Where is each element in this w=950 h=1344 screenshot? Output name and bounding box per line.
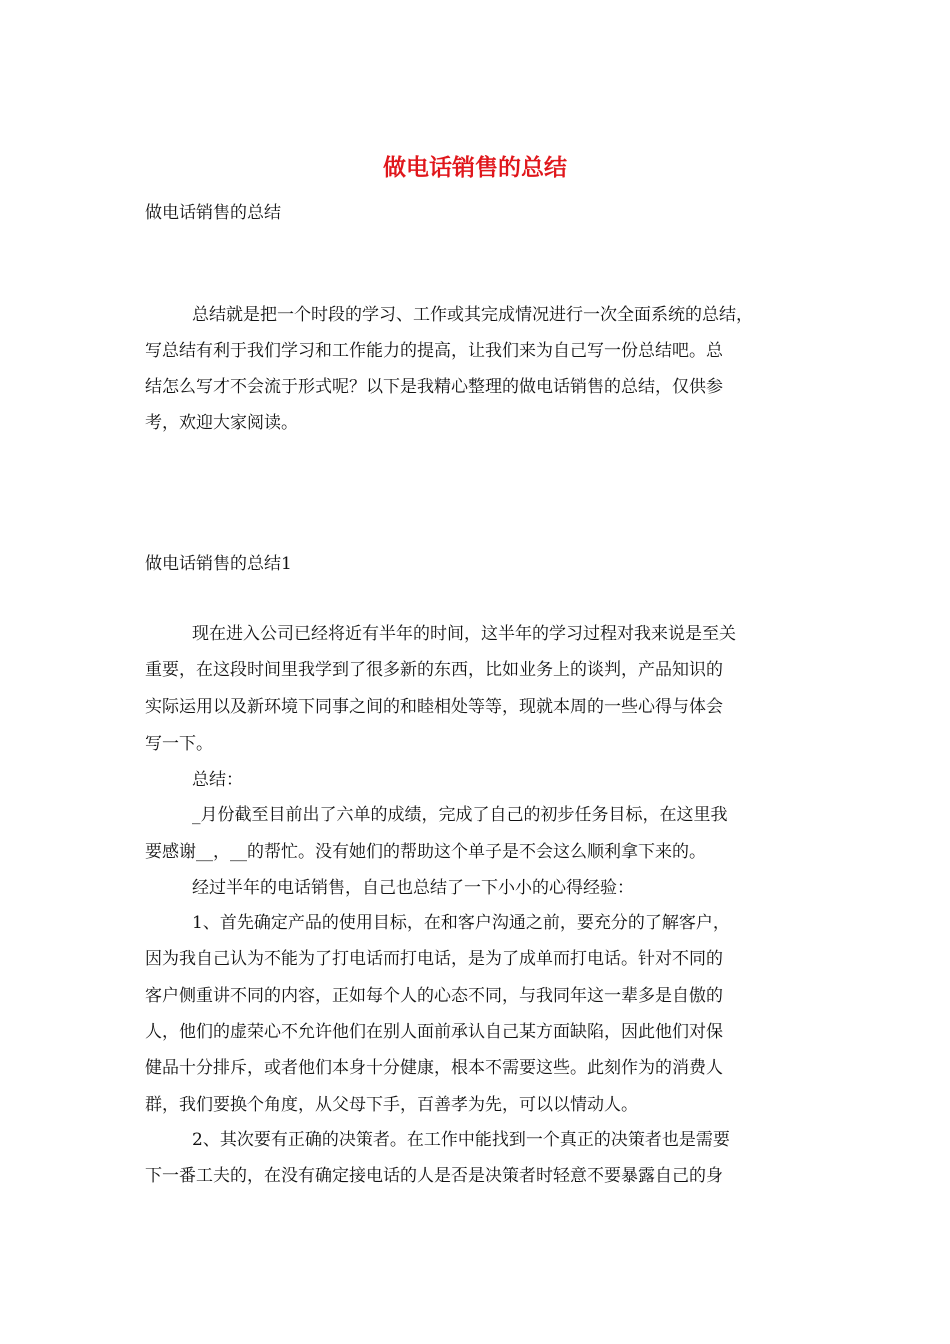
section-heading: 做电话销售的总结1 [145,554,292,574]
body-line: 经过半年的电话销售，自己也总结了一下小小的心得经验： [192,878,634,898]
body-line: 实际运用以及新环境下同事之间的和睦相处等等，现就本周的一些心得与体会 [145,697,723,717]
body-line: 总结： [192,770,243,790]
body-line: 客户侧重讲不同的内容，正如每个人的心态不同，与我同年这一辈多是自傲的 [145,986,723,1006]
intro-line: 总结就是把一个时段的学习、工作或其完成情况进行一次全面系统的总结， [192,305,753,325]
body-line: 健品十分排斥，或者他们本身十分健康，根本不需要这些。此刻作为的消费人 [145,1058,723,1078]
body-line: 写一下。 [145,734,213,754]
intro-line: 写总结有利于我们学习和工作能力的提高，让我们来为自己写一份总结吧。总 [145,341,723,361]
body-line: 要感谢__，__的帮忙。没有她们的帮助这个单子是不会这么顺利拿下来的。 [145,842,706,862]
body-line: 2、其次要有正确的决策者。在工作中能找到一个真正的决策者也是需要 [192,1130,730,1150]
body-line: 因为我自己认为不能为了打电话而打电话，是为了成单而打电话。针对不同的 [145,949,723,969]
body-line: 群，我们要换个角度，从父母下手，百善孝为先，可以以情动人。 [145,1095,638,1115]
body-line: 重要，在这段时间里我学到了很多新的东西，比如业务上的谈判，产品知识的 [145,660,723,680]
intro-line: 结怎么写才不会流于形式呢？以下是我精心整理的做电话销售的总结，仅供参 [145,377,723,397]
document-title: 做电话销售的总结 [383,154,567,181]
body-line: 1、首先确定产品的使用目标，在和客户沟通之前，要充分的了解客户， [192,913,730,933]
intro-line: 考，欢迎大家阅读。 [145,413,298,433]
document-subtitle: 做电话销售的总结 [145,203,281,223]
body-line: 下一番工夫的，在没有确定接电话的人是否是决策者时轻意不要暴露自己的身 [145,1166,723,1186]
body-line: 现在进入公司已经将近有半年的时间，这半年的学习过程对我来说是至关 [192,624,736,644]
body-line: _月份截至目前出了六单的成绩，完成了自己的初步任务目标，在这里我 [192,805,728,825]
body-line: 人，他们的虚荣心不允许他们在别人面前承认自己某方面缺陷，因此他们对保 [145,1022,723,1042]
